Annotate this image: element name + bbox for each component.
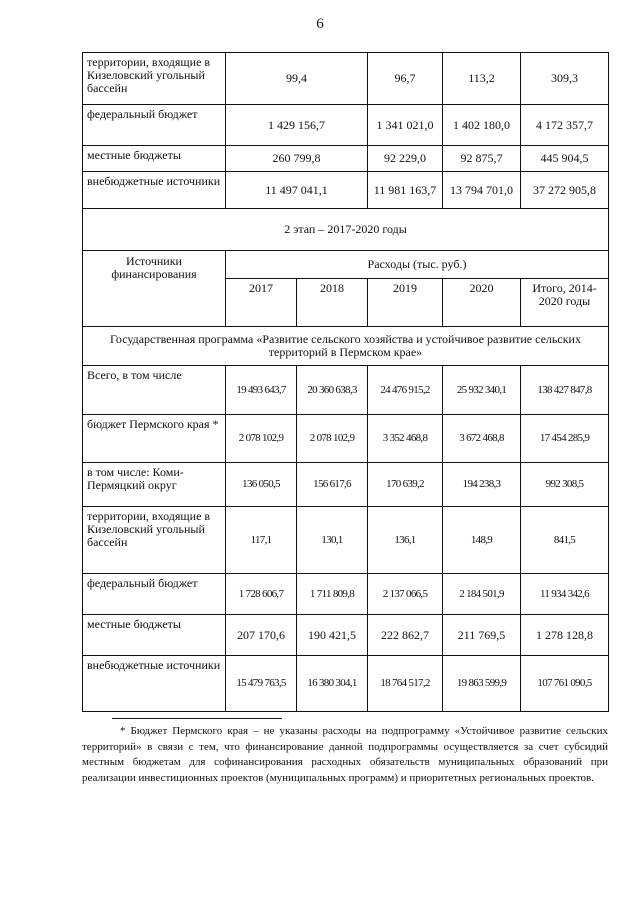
footnote-mark: * bbox=[120, 725, 126, 737]
cell-value: 211 769,5 bbox=[443, 615, 521, 656]
cell-value: 170 639,2 bbox=[368, 463, 443, 507]
cell-value: 2 184 501,9 bbox=[443, 574, 521, 615]
row-label: бюджет Пермского края * bbox=[83, 415, 226, 463]
header-year: 2020 bbox=[443, 279, 521, 327]
cell-value: 107 761 090,5 bbox=[521, 656, 609, 712]
table-row bbox=[83, 656, 609, 712]
cell-value: 18 764 517,2 bbox=[368, 656, 443, 712]
cell-value: 1 728 606,7 bbox=[226, 574, 297, 615]
row-label: внебюджетные источники bbox=[83, 656, 226, 712]
cell-value: 156 617,6 bbox=[297, 463, 368, 507]
cell-value: 260 799,8 bbox=[226, 146, 368, 172]
table-row bbox=[83, 53, 609, 105]
cell-value: 2 078 102,9 bbox=[297, 415, 368, 463]
cell-value: 2 137 066,5 bbox=[368, 574, 443, 615]
cell-value: 16 380 304,1 bbox=[297, 656, 368, 712]
table-row bbox=[83, 146, 609, 172]
header-year: 2018 bbox=[297, 279, 368, 327]
cell-value: 992 308,5 bbox=[521, 463, 609, 507]
cell-value: 3 352 468,8 bbox=[368, 415, 443, 463]
budget-table bbox=[82, 52, 609, 712]
cell-value: 1 429 156,7 bbox=[226, 105, 368, 146]
cell-value: 4 172 357,7 bbox=[521, 105, 609, 146]
cell-value: 190 421,5 bbox=[297, 615, 368, 656]
cell-value: 136,1 bbox=[368, 507, 443, 574]
cell-value: 37 272 905,8 bbox=[521, 172, 609, 209]
cell-value: 138 427 847,8 bbox=[521, 366, 609, 415]
cell-value: 1 341 021,0 bbox=[368, 105, 443, 146]
cell-value: 15 479 763,5 bbox=[226, 656, 297, 712]
cell-value: 3 672 468,8 bbox=[443, 415, 521, 463]
footnote bbox=[82, 724, 608, 786]
cell-value: 11 981 163,7 bbox=[368, 172, 443, 209]
footnote-text: Бюджет Пермского края – не указаны расходы на подпрограмму «Устойчивое развитие сельских территорий» в связи с тем, что финансирование данной подпрограммы осуществляется за счет субсидий местным бюджетам для софинансирования расходных обязательств муниципальных образований при реализации инвестиционных проектов (муниципальных программ) и приоритетных региональных проектов. bbox=[82, 725, 609, 784]
cell-value: 92 229,0 bbox=[368, 146, 443, 172]
cell-value: 11 934 342,6 bbox=[521, 574, 609, 615]
cell-value: 194 238,3 bbox=[443, 463, 521, 507]
cell-value: 17 454 285,9 bbox=[521, 415, 609, 463]
stage-title: 2 этап – 2017-2020 годы bbox=[83, 209, 609, 251]
cell-value: 148,9 bbox=[443, 507, 521, 574]
row-label: федеральный бюджет bbox=[83, 574, 226, 615]
cell-value: 136 050,5 bbox=[226, 463, 297, 507]
cell-value: 19 863 599,9 bbox=[443, 656, 521, 712]
cell-value: 113,2 bbox=[443, 53, 521, 105]
cell-value: 24 476 915,2 bbox=[368, 366, 443, 415]
table-row bbox=[83, 463, 609, 507]
row-label: федеральный бюджет bbox=[83, 105, 226, 146]
cell-value: 2 078 102,9 bbox=[226, 415, 297, 463]
row-label: территории, входящие в Кизеловский угольный бассейн bbox=[83, 53, 226, 105]
row-label: в том числе: Коми-Пермяцкий округ bbox=[83, 463, 226, 507]
cell-value: 130,1 bbox=[297, 507, 368, 574]
cell-value: 25 932 340,1 bbox=[443, 366, 521, 415]
row-label: местные бюджеты bbox=[83, 146, 226, 172]
table-row bbox=[83, 366, 609, 415]
header-source: Источники финансирования bbox=[83, 251, 226, 327]
cell-value: 222 862,7 bbox=[368, 615, 443, 656]
cell-value: 99,4 bbox=[226, 53, 368, 105]
cell-value: 1 711 809,8 bbox=[297, 574, 368, 615]
cell-value: 92 875,7 bbox=[443, 146, 521, 172]
cell-value: 445 904,5 bbox=[521, 146, 609, 172]
table-row bbox=[83, 105, 609, 146]
cell-value: 309,3 bbox=[521, 53, 609, 105]
cell-value: 207 170,6 bbox=[226, 615, 297, 656]
row-label: местные бюджеты bbox=[83, 615, 226, 656]
row-label: Всего, в том числе bbox=[83, 366, 226, 415]
row-label: территории, входящие в Кизеловский угольный бассейн bbox=[83, 507, 226, 574]
cell-value: 19 493 643,7 bbox=[226, 366, 297, 415]
header-expenses: Расходы (тыс. руб.) bbox=[226, 251, 609, 279]
table-row bbox=[83, 172, 609, 209]
table-row bbox=[83, 415, 609, 463]
cell-value: 1 402 180,0 bbox=[443, 105, 521, 146]
cell-value: 96,7 bbox=[368, 53, 443, 105]
cell-value: 20 360 638,3 bbox=[297, 366, 368, 415]
header-total: Итого, 2014-2020 годы bbox=[521, 279, 609, 327]
footnote-divider bbox=[112, 718, 282, 719]
table-row bbox=[83, 615, 609, 656]
header-year: 2017 bbox=[226, 279, 297, 327]
table-row bbox=[83, 507, 609, 574]
page-number: 6 bbox=[316, 16, 324, 32]
row-label: внебюджетные источники bbox=[83, 172, 226, 209]
cell-value: 1 278 128,8 bbox=[521, 615, 609, 656]
cell-value: 841,5 bbox=[521, 507, 609, 574]
program-title: Государственная программа «Развитие сельского хозяйства и устойчивое развитие сельских территорий в Пермском крае» bbox=[83, 327, 609, 366]
table-row bbox=[83, 574, 609, 615]
cell-value: 11 497 041,1 bbox=[226, 172, 368, 209]
cell-value: 117,1 bbox=[226, 507, 297, 574]
cell-value: 13 794 701,0 bbox=[443, 172, 521, 209]
header-year: 2019 bbox=[368, 279, 443, 327]
